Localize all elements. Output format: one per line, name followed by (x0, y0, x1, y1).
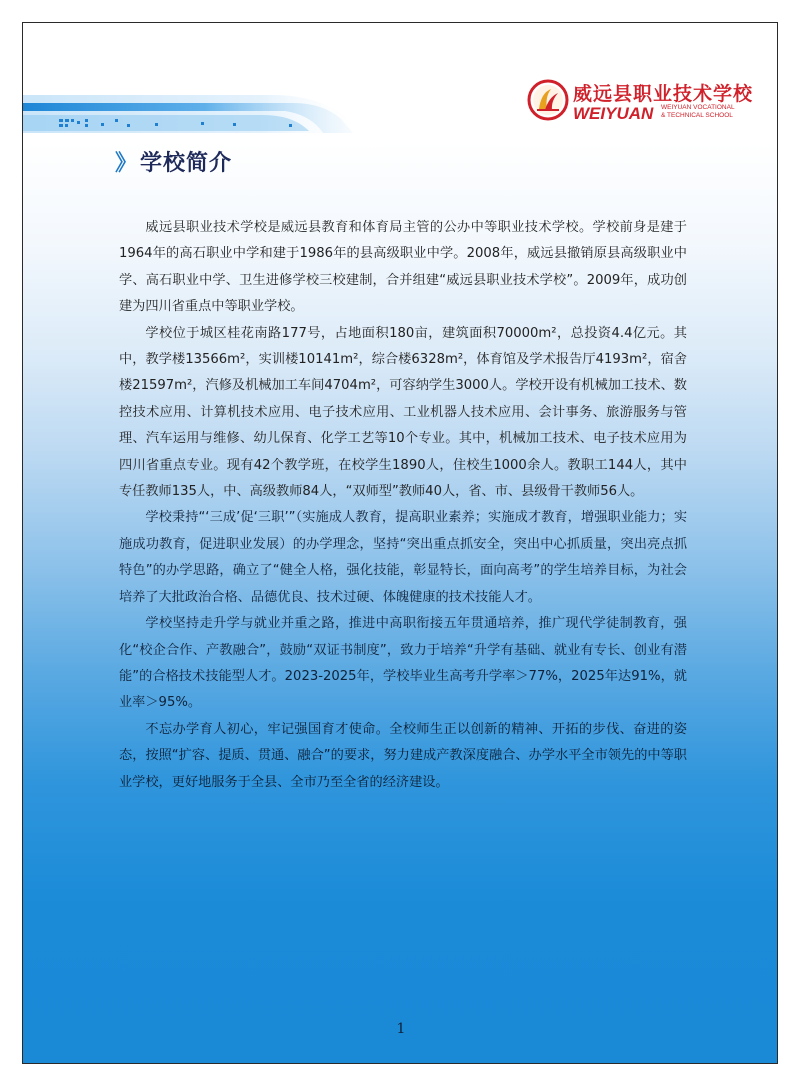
intro-paragraph-1: 威远县职业技术学校是威远县教育和体育局主管的公办中等职业技术学校。学校前身是建于1964年的高石职业中学和建于1986年的县高级职业中学。2008年，威远县撤销原县高级职业中学、高石职业中学、卫生进修学校三校建制，合并组建“威远县职业技术学校”。2009年，成功创建为四川省重点中等职业学校。 (119, 220, 687, 315)
brochure-page (22, 22, 778, 1064)
school-subtitle-line-2: & TECHNICAL SCHOOL (661, 112, 733, 119)
double-chevron-icon: 》 (115, 151, 139, 176)
intro-paragraph-2: 学校位于城区桂花南路177号，占地面积180亩，建筑面积70000m²，总投资4.4亿元。其中，教学楼13566m²，实训楼10141m²，综合楼6328m²，体育馆及学术报告厅4193m²，宿舍楼21597m²，汽修及机械加工车间4704m²，可容纳学生3000人。学校开设有机械加工技术、数控技术应用、计算机技术应用、电子技术应用、工业机器人技术应用、会计事务、旅游服务与管理、汽车运用与维修、幼儿保育、化学工艺等10个专业。其中，机械加工技术、电子技术应用为四川省重点专业。现有42个教学班，在校学生1890人，住校生1000余人。教职工144人，其中专任教师135人，中、高级教师84人，“双师型”教师40人，省、市、县级骨干教师56人。 (119, 325, 687, 500)
school-logo (527, 79, 757, 125)
school-subtitle-line-1: WEIYUAN VOCATIONAL (661, 104, 735, 111)
school-name-en: WEIYUAN (573, 104, 654, 123)
school-emblem-icon (527, 79, 569, 121)
intro-paragraph-4: 学校坚持走升学与就业并重之路，推进中高职衔接五年贯通培养，推广现代学徒制教育，强化“校企合作、产教融合”，鼓励“双证书制度”，致力于培养“升学有基础、就业有专长、创业有潜能”的合格技术技能型人才。2023-2025年，学校毕业生高考升学率＞77%，2025年达91%，就业率＞95%。 (119, 616, 687, 711)
section-title (115, 146, 232, 177)
intro-paragraph-3: 学校秉持“‘三成’促‘三职’”（实施成人教育，提高职业素养；实施成才教育，增强职业能力；实施成功教育，促进职业发展）的办学理念，坚持“突出重点抓安全，突出中心抓质量，突出亮点抓特色”的办学思路，确立了“健全人格，强化技能，彰显特长，面向高考”的学生培养目标，为社会培养了大批政治合格、品德优良、技术过硬、体魄健康的技术技能人才。 (119, 510, 687, 605)
page-number: 1 (396, 1021, 406, 1037)
school-subtitle-en (661, 104, 735, 120)
school-name-cn: 威远县职业技术学校 (573, 83, 754, 105)
intro-body (119, 215, 687, 796)
intro-paragraph-5: 不忘办学育人初心，牢记强国育才使命。全校师生正以创新的精神、开拓的步伐、奋进的姿态，按照“扩容、提质、贯通、融合”的要求，努力建成产教深度融合、办学水平全市领先的中等职业学校，更好地服务于全县、全市乃至全省的经济建设。 (119, 721, 687, 790)
section-title-text: 学校简介 (140, 151, 233, 176)
